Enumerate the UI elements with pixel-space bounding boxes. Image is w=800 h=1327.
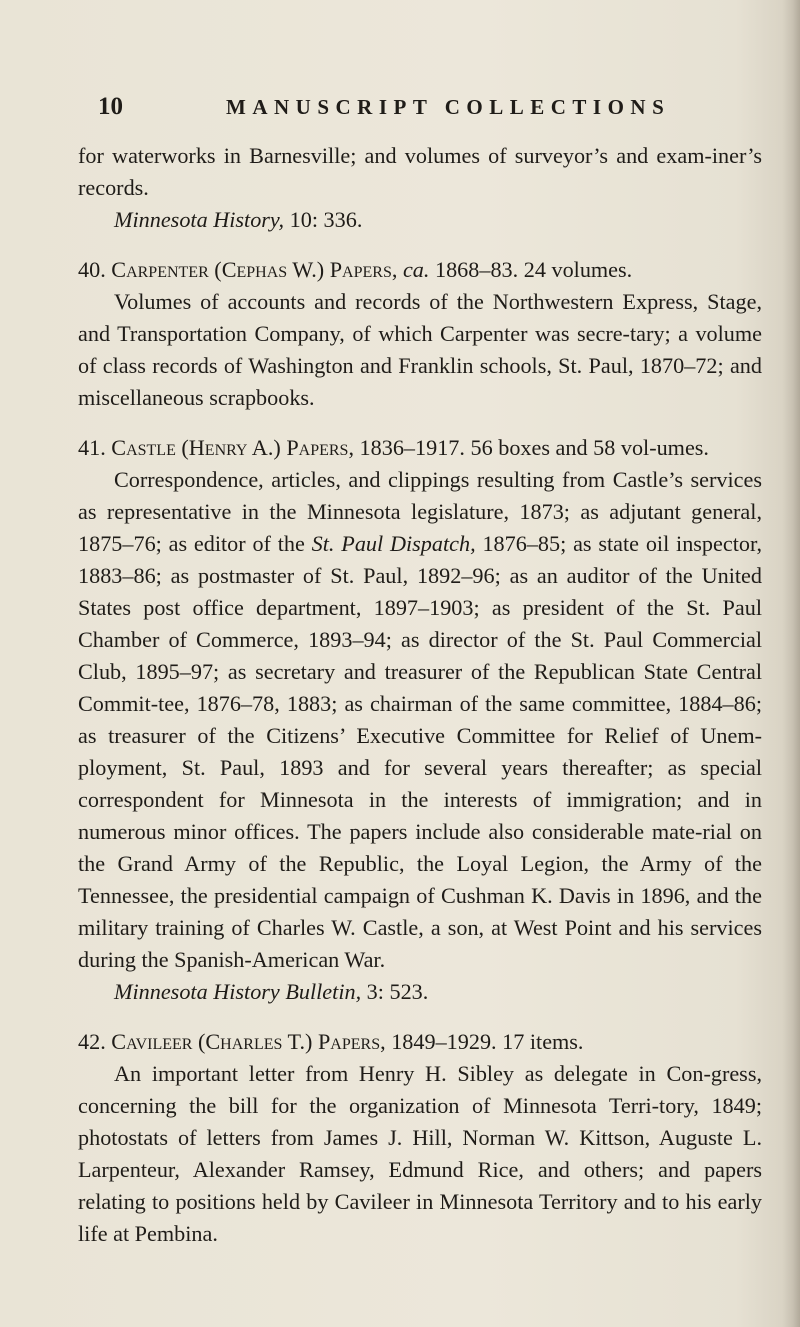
entry-41-name: Castle (Henry A.) <box>111 435 281 460</box>
entry-40-heading <box>78 254 762 286</box>
entry-40-dates: 1868–83. 24 volumes. <box>434 257 633 282</box>
entry-42-number: 42. <box>78 1029 106 1054</box>
entry-40-circa: ca. <box>402 257 430 282</box>
entry-39-reference <box>78 204 762 236</box>
page-body <box>78 140 762 1250</box>
entry-40-number: 40. <box>78 257 106 282</box>
entry-40-name: Carpenter (Cephas W.) <box>111 257 325 282</box>
entry-41-reference <box>78 976 762 1008</box>
entry-42-dates: 1849–1929. 17 items. <box>391 1029 584 1054</box>
entry-39-text: for waterworks in Barnesville; and volumes of surveyor’s and exam-iner’s records. <box>78 143 762 200</box>
entry-41-description-part1: Correspondence, articles, and clippings resulting from Castle’s services as representative in the Minnesota legislature, 1873; as adjutant general, 1875–76; as editor of the <box>78 467 762 556</box>
entry-41-papers-label: Papers, <box>286 435 354 460</box>
entry-40-description-text: Volumes of accounts and records of the Northwestern Express, Stage, and Transportation Company, of which Carpenter was secre-tary; a volume of class records of Washington and Franklin schools, St. Paul, 1870–72; and miscellaneous scrapbooks. <box>78 289 762 410</box>
entry-39-continuation <box>78 140 762 204</box>
entry-gap <box>78 236 762 254</box>
entry-41-newspaper: St. Paul Dispatch, <box>311 531 476 556</box>
entry-gap <box>78 414 762 432</box>
entry-42-heading <box>78 1026 762 1058</box>
entry-41-number: 41. <box>78 435 106 460</box>
entry-39-reference-title: Minnesota History, <box>114 207 285 232</box>
entry-41-reference-title: Minnesota History Bulletin, <box>114 979 362 1004</box>
entry-39-reference-cite: 10: 336. <box>289 207 363 232</box>
entry-42-papers-label: Papers, <box>317 1029 386 1054</box>
entry-40-papers-label: Papers, <box>329 257 398 282</box>
entry-42-description-text: An important letter from Henry H. Sibley as delegate in Con-gress, concerning the bill for the organization of Minnesota Terri-tory, 1849; photostats of letters from James J. Hill, Norman W. Kittson, Auguste L. Larpenteur, Alexander Ramsey, Edmund Rice, and others; and papers relating to positions held by Cavileer in Minnesota Territory and to his early life at Pembina. <box>78 1061 762 1246</box>
entry-42-name: Cavileer (Charles T.) <box>111 1029 313 1054</box>
entry-41-dates: 1836–1917. 56 boxes and 58 vol-umes. <box>359 435 709 460</box>
entry-41-heading <box>78 432 762 464</box>
entry-40-description <box>78 286 762 414</box>
running-head: MANUSCRIPT COLLECTIONS <box>226 95 671 119</box>
entry-gap <box>78 1008 762 1026</box>
page-edge-shadow <box>782 0 800 1327</box>
page-number: 10 <box>98 93 123 120</box>
entry-42-description <box>78 1058 762 1250</box>
page-header <box>98 92 738 122</box>
entry-41-description-part2: 1876–85; as state oil inspector, 1883–86; as postmaster of St. Paul, 1892–96; as an auditor of the United States post office department, 1897–1903; as president of the St. Paul Chamber of Commerce, 1893–94; as director of the St. Paul Commercial Club, 1895–97; as secretary and treasurer of the Republican State Central Commit-tee, 1876–78, 1883; as chairman of the same committee, 1884–86; as treasurer of the Citizens’ Executive Committee for Relief of Unem-ployment, St. Paul, 1893 and for several years thereafter; as special correspondent for Minnesota in the interests of immigration; and in numerous minor offices. The papers include also considerable mate-rial on the Grand Army of the Republic, the Loyal Legion, the Army of the Tennessee, the presidential campaign of Cushman K. Davis in 1896, and the military training of Charles W. Castle, a son, at West Point and his services during the Spanish-American War. <box>78 531 763 972</box>
entry-41-description <box>78 464 762 976</box>
entry-41-reference-cite: 3: 523. <box>366 979 429 1004</box>
